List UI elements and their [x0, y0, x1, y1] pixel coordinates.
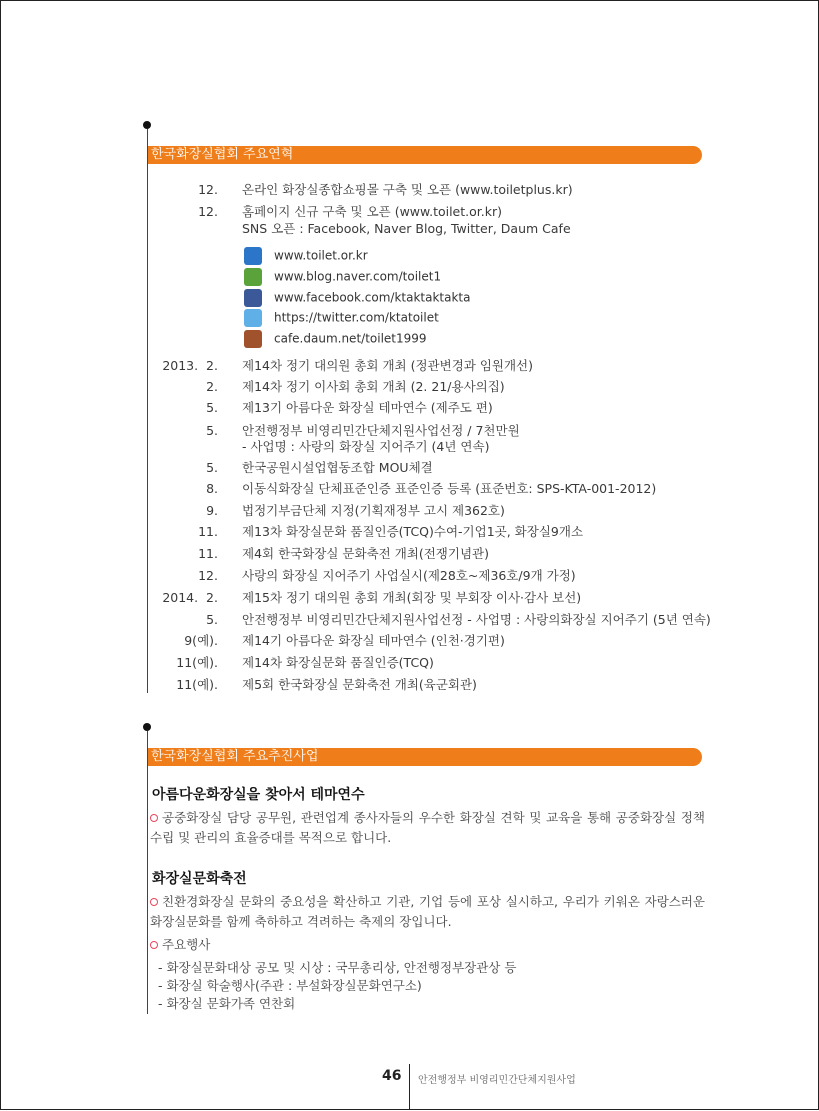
heading-theme-training: 아름다운화장실을 찾아서 테마연수: [152, 787, 365, 803]
history-text: 제13기 아름다운 화장실 테마연수 (제주도 편): [242, 400, 493, 415]
history-text: 홈페이지 신규 구축 및 오픈 (www.toilet.or.kr): [242, 204, 502, 219]
history-date: 12.: [198, 204, 218, 219]
sns-item: [244, 266, 441, 286]
history-date: 9.: [206, 503, 218, 518]
history-text: 온라인 화장실종합쇼핑몰 구축 및 오픈 (www.toiletplus.kr): [242, 182, 573, 197]
event-item: - 화장실 문화가족 연찬회: [158, 996, 296, 1011]
history-date: 2013. 2.: [162, 358, 218, 373]
history-date: 5.: [206, 460, 218, 475]
sns-link[interactable]: www.facebook.com/ktaktaktakta: [274, 290, 471, 305]
section-rule: [147, 731, 148, 1014]
history-text: 한국공원시설업협동조합 MOU체결: [242, 460, 433, 475]
history-date: 5.: [206, 400, 218, 415]
sns-link[interactable]: cafe.daum.net/toilet1999: [274, 331, 427, 346]
section-title-projects: 한국화장실협회 주요추진사업: [148, 748, 702, 766]
history-date: 2.: [206, 379, 218, 394]
history-text: 제15차 정기 대의원 총회 개최(회장 및 부회장 이사·감사 보선): [242, 590, 582, 605]
page-number: 46: [382, 1068, 402, 1084]
section-bullet: [143, 723, 151, 731]
bullet-icon: [150, 898, 158, 906]
history-text: 사랑의 화장실 지어주기 사업실시(제28호~제36호/9개 가정): [242, 568, 576, 583]
sns-item: [244, 287, 470, 307]
event-item: - 화장실 학술행사(주관 : 부설화장실문화연구소): [158, 978, 422, 993]
history-date: 2014. 2.: [162, 590, 218, 605]
bullet-icon: [150, 941, 158, 949]
history-date: 12.: [198, 182, 218, 197]
heading-culture-festival: 화장실문화축전: [152, 871, 247, 887]
history-text: 이동식화장실 단체표준인증 표준인증 등록 (표준번호: SPS-KTA-001-2012): [242, 481, 657, 496]
history-text: 제14기 아름다운 화장실 테마연수 (인천·경기편): [242, 633, 505, 648]
history-date: 8.: [206, 481, 218, 496]
history-date: 11(예).: [176, 655, 218, 670]
history-text: 제5회 한국화장실 문화축전 개최(육군회관): [242, 677, 477, 692]
sns-item: [244, 307, 439, 327]
history-text: 제13차 화장실문화 품질인증(TCQ)수여-기업1곳, 화장실9개소: [242, 524, 584, 539]
history-subtext: SNS 오픈 : Facebook, Naver Blog, Twitter, Daum Cafe: [242, 221, 571, 236]
facebook-icon: [244, 289, 262, 307]
daum-cafe-icon: [244, 330, 262, 348]
section-title-history: 한국화장실협회 주요연혁: [148, 146, 702, 164]
footer-text: 안전행정부 비영리민간단체지원사업: [418, 1075, 576, 1086]
main-events-label: 주요행사: [150, 935, 705, 955]
history-date: 9(예).: [184, 633, 218, 648]
bullet-icon: [150, 814, 158, 822]
sns-link[interactable]: www.toilet.or.kr: [274, 248, 368, 263]
history-date: 11.: [198, 524, 218, 539]
section-bullet: [143, 121, 151, 129]
paragraph-culture-festival: 친환경화장실 문화의 중요성을 확산하고 기관, 기업 등에 포상 실시하고, 우리가 키워온 자랑스러운 화장실문화를 함께 축하하고 격려하는 축제의 장입니다.: [150, 894, 705, 929]
sns-item: [244, 328, 427, 348]
footer-divider: [409, 1064, 410, 1110]
history-text: 제14차 정기 대의원 총회 개최 (정관변경과 임원개선): [242, 358, 534, 373]
ie-icon: [244, 247, 262, 265]
history-text: 제14차 화장실문화 품질인증(TCQ): [242, 655, 434, 670]
event-item: - 화장실문화대상 공모 및 시상 : 국무총리상, 안전행정부장관상 등: [158, 960, 517, 975]
sns-link[interactable]: www.blog.naver.com/toilet1: [274, 269, 442, 284]
sns-item: [244, 245, 368, 265]
naver-blog-icon: [244, 268, 262, 286]
history-text: 안전행정부 비영리민간단체지원사업선정 - 사업명 : 사랑의화장실 지어주기 (5년 연속): [242, 612, 711, 627]
history-text: 제14차 정기 이사회 총회 개최 (2. 21/용사의집): [242, 379, 505, 394]
history-date: 12.: [198, 568, 218, 583]
paragraph-theme-training: 공중화장실 담당 공무원, 관련업계 종사자들의 우수한 화장실 견학 및 교육을 통해 공중화장실 정책수립 및 관리의 효율증대를 목적으로 합니다.: [150, 810, 705, 845]
history-subtext: - 사업명 : 사랑의 화장실 지어주기 (4년 연속): [242, 439, 490, 454]
history-text: 안전행정부 비영리민간단체지원사업선정 / 7천만원: [242, 423, 520, 438]
history-date: 11(예).: [176, 677, 218, 692]
twitter-icon: [244, 309, 262, 327]
history-date: 11.: [198, 546, 218, 561]
history-date: 5.: [206, 423, 218, 438]
history-date: 5.: [206, 612, 218, 627]
history-text: 법정기부금단체 지정(기획재정부 고시 제362호): [242, 503, 505, 518]
history-text: 제4회 한국화장실 문화축전 개최(전쟁기념관): [242, 546, 489, 561]
sns-link[interactable]: https://twitter.com/ktatoilet: [274, 310, 439, 325]
